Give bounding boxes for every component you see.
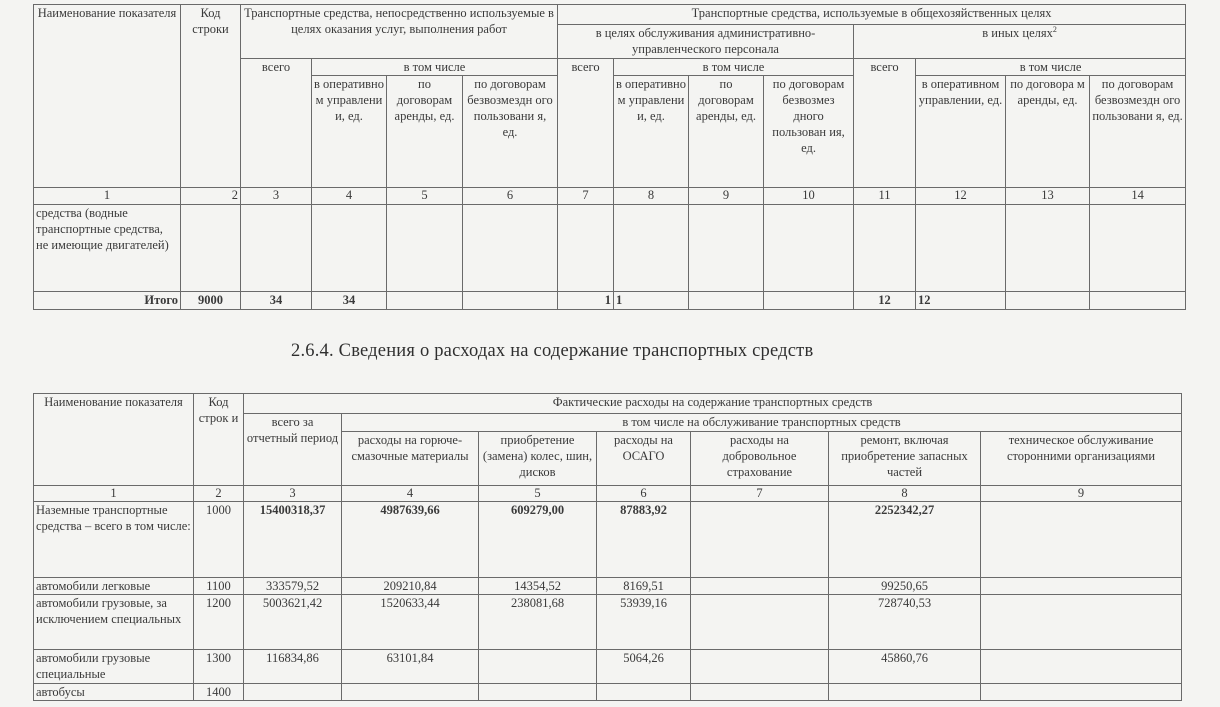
total-row (34, 292, 1186, 310)
cell-total: 15400318,37 (244, 502, 342, 578)
col-number: 10 (764, 188, 854, 205)
col-repair: ремонт, включая приобретение запасных частей (829, 432, 981, 486)
col-number: 6 (597, 486, 691, 502)
col-tech-service: техническое обслуживание сторонними организациями (981, 432, 1182, 486)
header-total: всего (854, 59, 916, 188)
header-code: Код строк и (194, 394, 244, 486)
cell-repair: 728740,53 (829, 595, 981, 650)
cell-fuel: 63101,84 (342, 650, 479, 684)
header-incl: в том числе (614, 59, 854, 76)
header-name: Наименование показателя (34, 394, 194, 486)
col-lease: по договорам аренды, ед. (689, 76, 764, 188)
col-number: 4 (312, 188, 387, 205)
col-free-use: по договорам безвозмездн ого пользовани я, ед. (463, 76, 558, 188)
cell-osago: 5064,26 (597, 650, 691, 684)
cell-total: 116834,86 (244, 650, 342, 684)
col-number: 1 (34, 188, 181, 205)
row-code: 1400 (194, 684, 244, 701)
row-label: автомобили грузовые, за исключением специальных (34, 595, 194, 650)
cell-tires (479, 684, 597, 701)
col-number: 5 (479, 486, 597, 502)
header-incl-service: в том числе на обслуживание транспортных средств (342, 414, 1182, 432)
cell-tires (479, 650, 597, 684)
col-number: 3 (241, 188, 312, 205)
header-direct-use: Транспортные средства, непосредственно используемые в целях оказания услуг, выполнения работ (241, 5, 558, 59)
cell-tech (981, 650, 1182, 684)
header-code: Код строки (181, 5, 241, 188)
total-cell: 12 (916, 292, 1006, 310)
header-admin: в целях обслуживания административно-управленческого персонала (558, 25, 854, 59)
col-number: 8 (614, 188, 689, 205)
table-row (34, 650, 1182, 684)
cell-fuel (342, 684, 479, 701)
total-cell: 12 (854, 292, 916, 310)
row-label: автомобили легковые (34, 578, 194, 595)
header-incl: в том числе (916, 59, 1186, 76)
cell-tires: 609279,00 (479, 502, 597, 578)
col-number: 9 (689, 188, 764, 205)
section-title: 2.6.4. Сведения о расходах на содержание транспортных средств (291, 341, 814, 361)
row-code: 1200 (194, 595, 244, 650)
cell-voluntary (691, 684, 829, 701)
cell-tires: 238081,68 (479, 595, 597, 650)
table-row (34, 578, 1182, 595)
cell-voluntary (691, 578, 829, 595)
header-total: всего (241, 59, 312, 188)
col-number: 4 (342, 486, 479, 502)
cell-voluntary (691, 595, 829, 650)
cell-osago (597, 684, 691, 701)
row-code: 1100 (194, 578, 244, 595)
column-numbers-row (34, 486, 1182, 502)
total-cell (1006, 292, 1090, 310)
row-label: автобусы (34, 684, 194, 701)
cell-tech (981, 578, 1182, 595)
column-numbers-row (34, 188, 1186, 205)
col-osago: расходы на ОСАГО (597, 432, 691, 486)
cell-osago: 53939,16 (597, 595, 691, 650)
col-number: 6 (463, 188, 558, 205)
cell-fuel: 209210,84 (342, 578, 479, 595)
table-row (34, 502, 1182, 578)
col-number: 11 (854, 188, 916, 205)
header-incl: в том числе (312, 59, 558, 76)
cell-tires: 14354,52 (479, 578, 597, 595)
cell-repair: 45860,76 (829, 650, 981, 684)
cell-tech (981, 595, 1182, 650)
table-row (34, 205, 1186, 292)
header-actual-expenses: Фактические расходы на содержание транспортных средств (244, 394, 1182, 414)
header-total-period: всего за отчетный период (244, 414, 342, 486)
cell-total (244, 684, 342, 701)
col-fuel: расходы на горюче-смазочные материалы (342, 432, 479, 486)
col-number: 2 (194, 486, 244, 502)
col-number: 9 (981, 486, 1182, 502)
header-name: Наименование показателя (34, 5, 181, 188)
row-code: 1000 (194, 502, 244, 578)
cell-repair: 99250,65 (829, 578, 981, 595)
col-number: 13 (1006, 188, 1090, 205)
total-cell (689, 292, 764, 310)
col-number: 1 (34, 486, 194, 502)
cell-tech (981, 502, 1182, 578)
col-operative: в оперативно м управлени и, ед. (614, 76, 689, 188)
cell-osago: 87883,92 (597, 502, 691, 578)
col-number: 14 (1090, 188, 1186, 205)
cell-fuel: 1520633,44 (342, 595, 479, 650)
col-number: 2 (181, 188, 241, 205)
col-free-use: по договорам безвозмездн ого пользовани я, ед. (1090, 76, 1186, 188)
vehicle-expenses-table (33, 393, 1182, 701)
total-cell (387, 292, 463, 310)
col-lease: по договора м аренды, ед. (1006, 76, 1090, 188)
cell-tech (981, 684, 1182, 701)
total-code: 9000 (181, 292, 241, 310)
total-label: Итого (34, 292, 181, 310)
vehicle-count-table (33, 4, 1186, 310)
cell-osago: 8169,51 (597, 578, 691, 595)
table-row (34, 595, 1182, 650)
total-cell: 1 (558, 292, 614, 310)
table-row (34, 684, 1182, 701)
row-code: 1300 (194, 650, 244, 684)
col-tires: приобретение (замена) колес, шин, дисков (479, 432, 597, 486)
col-number: 7 (691, 486, 829, 502)
total-cell: 34 (241, 292, 312, 310)
col-number: 5 (387, 188, 463, 205)
total-cell (463, 292, 558, 310)
cell-total: 5003621,42 (244, 595, 342, 650)
cell-fuel: 4987639,66 (342, 502, 479, 578)
cell-total: 333579,52 (244, 578, 342, 595)
col-number: 12 (916, 188, 1006, 205)
col-number: 3 (244, 486, 342, 502)
total-cell (764, 292, 854, 310)
cell-voluntary (691, 650, 829, 684)
col-voluntary-insurance: расходы на добровольное страхование (691, 432, 829, 486)
cell-voluntary (691, 502, 829, 578)
col-lease: по договорам аренды, ед. (387, 76, 463, 188)
header-general-use: Транспортные средства, используемые в общехозяйственных целях (558, 5, 1186, 25)
col-operative: в оперативном управлении, ед. (916, 76, 1006, 188)
total-cell: 34 (312, 292, 387, 310)
header-other: в иных целях$^2$ (854, 25, 1186, 59)
row-label: средства (водные транспортные средства, не имеющие двигателей) (34, 205, 181, 292)
row-label: автомобили грузовые специальные (34, 650, 194, 684)
total-cell (1090, 292, 1186, 310)
row-label: Наземные транспортные средства – всего в том числе: (34, 502, 194, 578)
cell-repair: 2252342,27 (829, 502, 981, 578)
col-free-use: по договорам безвозмез дного пользован ия, ед. (764, 76, 854, 188)
total-cell: 1 (614, 292, 689, 310)
col-number: 7 (558, 188, 614, 205)
header-total: всего (558, 59, 614, 188)
col-operative: в оперативно м управлени и, ед. (312, 76, 387, 188)
cell-repair (829, 684, 981, 701)
col-number: 8 (829, 486, 981, 502)
